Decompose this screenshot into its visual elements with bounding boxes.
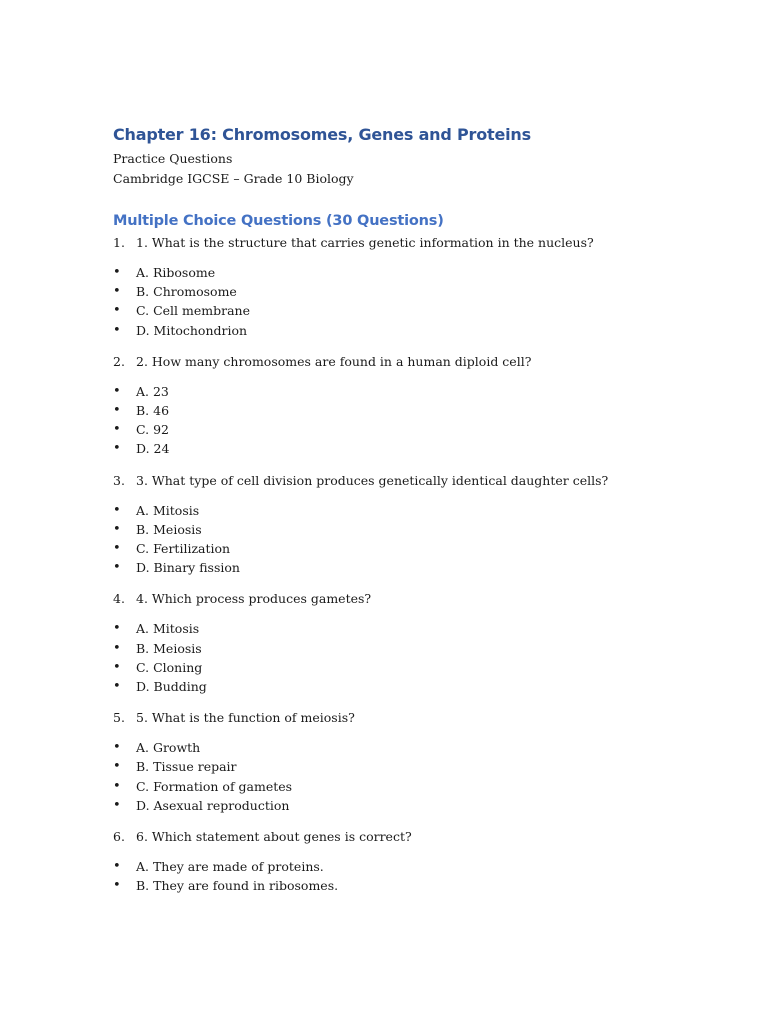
subtitle-line: Practice Questions bbox=[113, 151, 233, 166]
bullet-icon: • bbox=[113, 740, 121, 756]
bullet-icon: • bbox=[113, 383, 121, 399]
question-number: 1. bbox=[113, 235, 125, 250]
bullet-icon: • bbox=[113, 422, 121, 438]
answer-option-text: C. Cloning bbox=[136, 659, 203, 675]
answer-option-text: B. Meiosis bbox=[136, 521, 202, 537]
bullet-icon: • bbox=[113, 303, 121, 319]
question-text: 5. What is the function of meiosis? bbox=[136, 710, 355, 726]
answer-option bbox=[113, 738, 713, 757]
question-number: 3. bbox=[113, 472, 125, 488]
answer-option bbox=[113, 321, 713, 340]
bullet-icon: • bbox=[113, 621, 121, 637]
answer-option bbox=[113, 401, 713, 420]
answer-option-text: A. They are made of proteins. bbox=[136, 859, 324, 875]
bullet-icon: • bbox=[113, 284, 121, 300]
question-text: 3. What type of cell division produces genetically identical daughter cells? bbox=[136, 472, 609, 488]
question-item bbox=[113, 589, 713, 609]
answer-option-text: D. Asexual reproduction bbox=[136, 797, 290, 813]
answer-option-text: A. 23 bbox=[136, 383, 169, 399]
question-item bbox=[113, 352, 713, 372]
answer-options bbox=[113, 619, 713, 696]
bullet-icon: • bbox=[113, 502, 121, 518]
question-item bbox=[113, 708, 713, 728]
question-text: 4. Which process produces gametes? bbox=[136, 591, 372, 607]
answer-option-text: B. Meiosis bbox=[136, 640, 202, 656]
bullet-icon: • bbox=[113, 859, 121, 875]
answer-option bbox=[113, 301, 713, 320]
answer-options bbox=[113, 263, 713, 340]
answer-option-text: C. Cell membrane bbox=[136, 303, 250, 319]
question-number: 6. bbox=[113, 829, 125, 845]
answer-option-text: C. 92 bbox=[136, 422, 169, 438]
answer-option bbox=[113, 420, 713, 439]
answer-option bbox=[113, 777, 713, 796]
bullet-icon: • bbox=[113, 759, 121, 775]
bullet-icon: • bbox=[113, 679, 121, 695]
question-item bbox=[113, 233, 713, 253]
answer-option bbox=[113, 757, 713, 776]
bullet-icon: • bbox=[113, 403, 121, 419]
answer-option-text: D. Binary fission bbox=[136, 560, 240, 576]
answer-option bbox=[113, 439, 713, 458]
answer-option-text: A. Mitosis bbox=[136, 502, 200, 518]
question-item bbox=[113, 471, 713, 491]
bullet-icon: • bbox=[113, 265, 121, 280]
answer-option bbox=[113, 382, 713, 401]
answer-option bbox=[113, 677, 713, 696]
answer-options bbox=[113, 857, 713, 895]
bullet-icon: • bbox=[113, 521, 121, 537]
answer-option bbox=[113, 520, 713, 539]
answer-option bbox=[113, 539, 713, 558]
answer-option-text: B. Tissue repair bbox=[136, 759, 237, 775]
bullet-icon: • bbox=[113, 541, 121, 557]
answer-option bbox=[113, 619, 713, 638]
answer-option-text: B. 46 bbox=[136, 403, 170, 419]
answer-option-text: B. Chromosome bbox=[136, 284, 237, 300]
answer-option-text: A. Ribosome bbox=[136, 265, 216, 280]
answer-option-text: C. Formation of gametes bbox=[136, 778, 293, 794]
question-number: 2. bbox=[113, 353, 125, 369]
answer-options bbox=[113, 382, 713, 459]
answer-option bbox=[113, 796, 713, 815]
answer-options bbox=[113, 738, 713, 815]
question-item bbox=[113, 827, 713, 847]
bullet-icon: • bbox=[113, 797, 121, 813]
answer-option-text: C. Fertilization bbox=[136, 541, 231, 557]
bullet-icon: • bbox=[113, 659, 121, 675]
answer-option-text: B. They are found in ribosomes. bbox=[136, 878, 339, 894]
answer-option bbox=[113, 282, 713, 301]
bullet-icon: • bbox=[113, 778, 121, 794]
answer-option bbox=[113, 639, 713, 658]
answer-option-text: D. Mitochondrion bbox=[136, 322, 248, 338]
section-title: Multiple Choice Questions (30 Questions) bbox=[113, 213, 444, 229]
answer-option-text: A. Growth bbox=[136, 740, 201, 756]
answer-option bbox=[113, 658, 713, 677]
bullet-icon: • bbox=[113, 560, 121, 576]
answer-option bbox=[113, 558, 713, 577]
bullet-icon: • bbox=[113, 640, 121, 656]
answer-option bbox=[113, 263, 713, 282]
question-text: 6. Which statement about genes is correct? bbox=[136, 829, 412, 845]
question-text: 2. How many chromosomes are found in a human diploid cell? bbox=[136, 353, 532, 369]
question-number: 4. bbox=[113, 591, 125, 607]
document-page bbox=[113, 124, 713, 907]
question-text: 1. What is the structure that carries genetic information in the nucleus? bbox=[136, 235, 594, 250]
question-number: 5. bbox=[113, 710, 125, 726]
bullet-icon: • bbox=[113, 322, 121, 338]
answer-options bbox=[113, 501, 713, 578]
answer-option bbox=[113, 857, 713, 876]
bullet-icon: • bbox=[113, 441, 121, 457]
answer-option-text: D. 24 bbox=[136, 441, 170, 457]
page-title: Chapter 16: Chromosomes, Genes and Proteins bbox=[113, 125, 531, 144]
answer-option bbox=[113, 501, 713, 520]
question-list bbox=[113, 233, 713, 895]
answer-option bbox=[113, 876, 713, 895]
bullet-icon: • bbox=[113, 878, 121, 894]
subtitle-line: Cambridge IGCSE – Grade 10 Biology bbox=[113, 171, 354, 186]
answer-option-text: A. Mitosis bbox=[136, 621, 200, 637]
answer-option-text: D. Budding bbox=[136, 679, 207, 695]
